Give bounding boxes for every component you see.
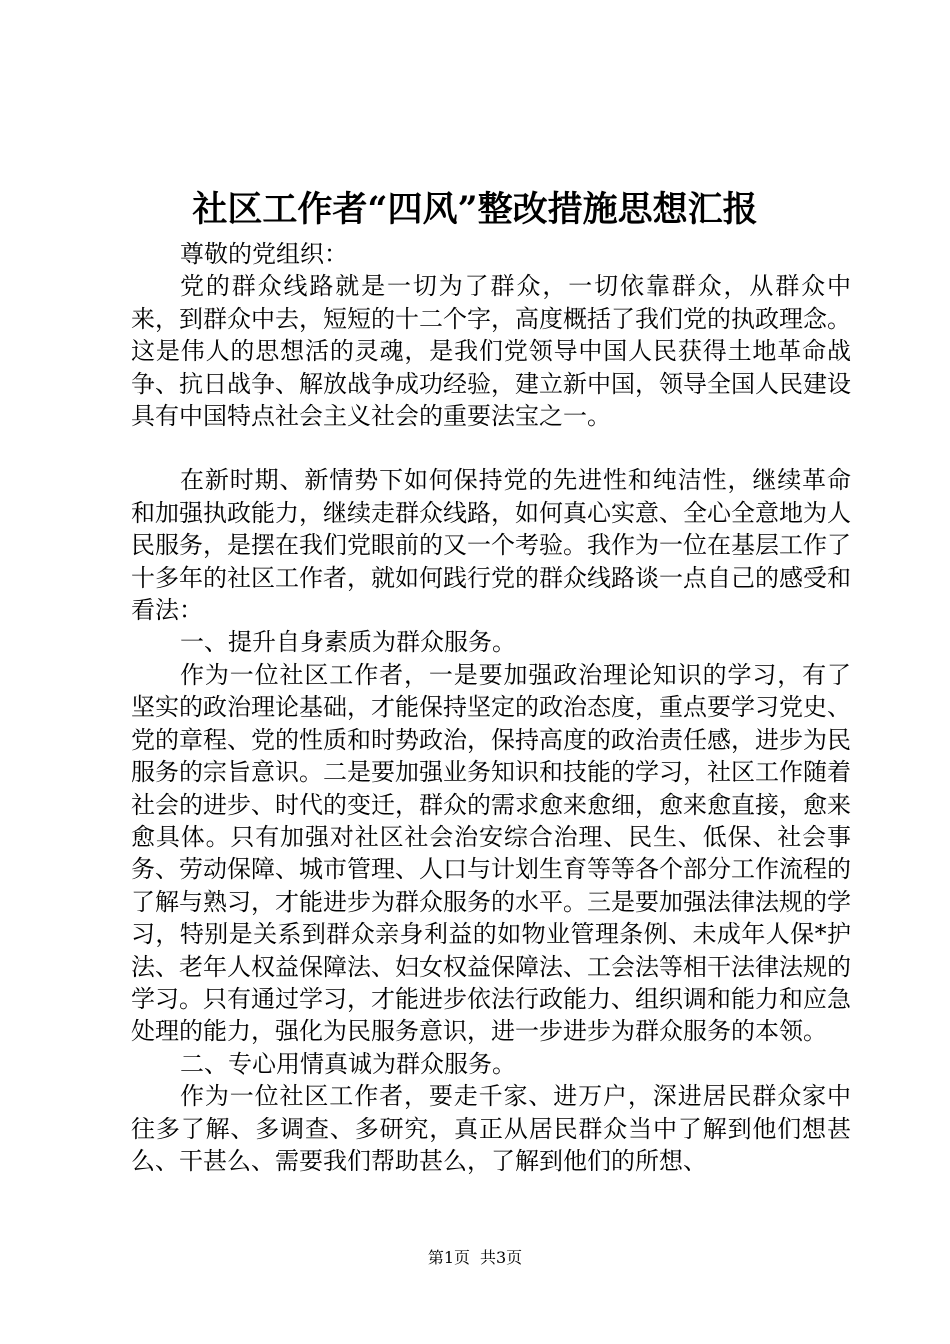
- paragraph: 作为一位社区工作者，要走千家、进万户，深进居民群众家中往多了解、多调查、多研究，真正从居民群众当中了解到他们想甚么、干甚么、需要我们帮助甚么，了解到他们的所想、: [131, 1082, 851, 1175]
- section-heading: 一、提升自身素质为群众服务。: [180, 628, 516, 657]
- document-title: 社区工作者“四风”整改措施思想汇报: [192, 189, 758, 230]
- salutation: 尊敬的党组织：: [180, 240, 348, 268]
- paragraph: 作为一位社区工作者，一是要加强政治理论知识的学习，有了坚实的政治理论基础，才能保持坚定的政治态度，重点要学习党史、党的章程、党的性质和时势政治，保持高度的政治责任感，进步为民服务的宗旨意识。二是要加强业务知识和技能的学习，社区工作随着社会的进步、时代的变迁，群众的需求愈来愈细，愈来愈直接，愈来愈具体。只有加强对社区社会治安综合治理、民生、低保、社会事务、劳动保障、城市管理、人口与计划生育等等各个部分工作流程的了解与熟习，才能进步为群众服务的水平。三是要加强法律法规的学习，特别是关系到群众亲身利益的如物业管理条例、未成年人保*护法、老年人权益保障法、妇女权益保障法、工会法等相干法律法规的学习。只有通过学习，才能进步依法行政能力、组织调和能力和应急处理的能力，强化为民服务意识，进一步进步为群众服务的本领。: [131, 660, 851, 1046]
- paragraph-spacer: [131, 432, 851, 464]
- page-number: 第1页: [427, 1248, 470, 1267]
- paragraph: 在新时期、新情势下如何保持党的先进性和纯洁性，继续革命和加强执政能力，继续走群众线路，如何真心实意、全心全意地为人民服务，是摆在我们党眼前的又一个考验。我作为一位在基层工作了十多年的社区工作者，就如何践行党的群众线路谈一点自己的感受和看法：: [131, 466, 851, 625]
- document-body: [131, 238, 851, 1177]
- section-heading: 二、专心用情真诚为群众服务。: [180, 1049, 516, 1078]
- page-total: 共3页: [480, 1248, 523, 1267]
- page-footer: [0, 1246, 950, 1270]
- paragraph: 党的群众线路就是一切为了群众，一切依靠群众，从群众中来，到群众中去，短短的十二个字，高度概括了我们党的执政理念。这是伟人的思想活的灵魂，是我们党领导中国人民获得土地革命战争、抗日战争、解放战争成功经验，建立新中国，领导全国人民建设具有中国特点社会主义社会的重要法宝之一。: [131, 272, 851, 431]
